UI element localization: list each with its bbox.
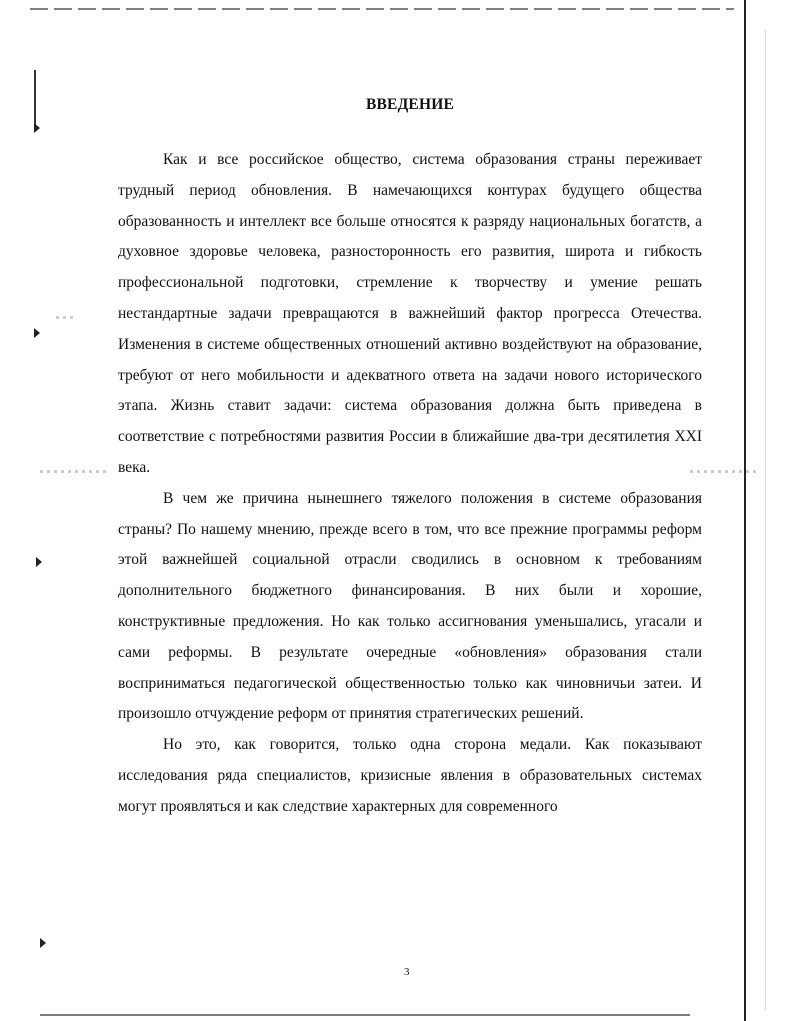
document-body: [118, 145, 702, 823]
binding-hole-mark: [34, 123, 40, 133]
paragraph-2: В чем же причина нынешнего тяжелого положения в системе образования страны? По нашему мнению, прежде всего в том, что все прежние программы реформ этой важнейшей социальной отрасли сводились в основном к требованиям дополнительного бюджетного финансирования. В них были и хорошие, конструктивные предложения. Но как только ассигнования уменьшались, угасали и сами реформы. В результате очередные «обновления» образования стали восприниматься педагогической общественностью только как чиновничьи затеи. И произошло отчуждение реформ от принятия стратегических решений.: [118, 489, 702, 723]
scan-edge-right-faint: [765, 30, 766, 1010]
binding-hole-mark: [40, 938, 46, 948]
paragraph-3: Но это, как говорится, только одна сторона медали. Как показывают исследования ряда специалистов, кризисные явления в образовательных системах могут проявляться и как следствие характерных для современного: [118, 736, 702, 815]
scan-smudge: [56, 316, 76, 319]
paragraph-1: Как и все российское общество, система образования страны переживает трудный период обновления. В намечающихся контурах будущего общества образованность и интеллект все больше относятся к разряду национальных богатств, а духовное здоровье человека, разносторонность его развития, широта и гибкость профессиональной подготовки, стремление к творчеству и умение решать нестандартные задачи превращаются в важнейший фактор прогресса Отечества. Изменения в системе общественных отношений активно воздействуют на образование, требуют от него мобильности и адекватного ответа на задачи нового исторического этапа. Жизнь ставит задачи: система образования должна быть приведена в соответствие с потребностями развития России в ближайшие два-три десятилетия XXI века.: [118, 151, 702, 476]
binding-hole-mark: [34, 328, 40, 338]
scan-edge-bottom: [40, 1014, 690, 1016]
page-number: 3: [404, 966, 410, 978]
document-title: ВВЕДЕНИЕ: [365, 96, 455, 114]
scan-smudge: [40, 470, 110, 473]
binding-hole-mark: [36, 557, 42, 567]
scan-edge-right: [744, 0, 746, 1021]
scan-edge-top: [30, 8, 734, 10]
